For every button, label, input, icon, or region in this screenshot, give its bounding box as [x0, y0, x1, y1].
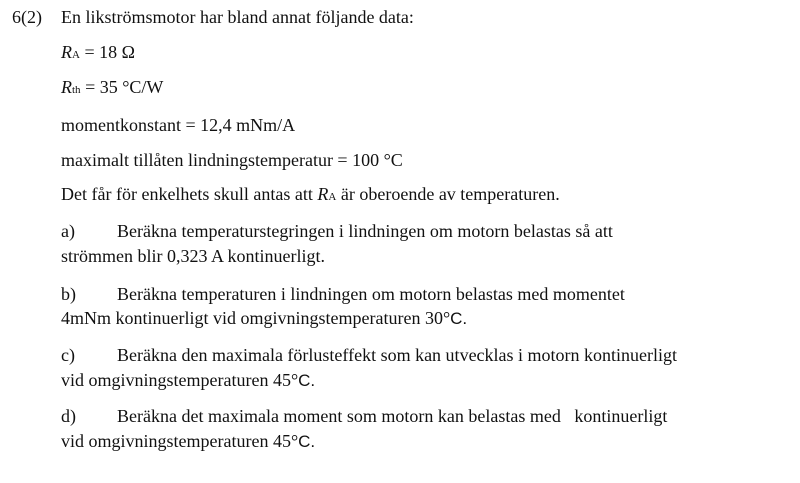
part-c-label: c) — [61, 345, 75, 365]
part-d-text2: vid omgivningstemperaturen 45° — [61, 431, 299, 451]
rth-subscript: th — [72, 84, 81, 96]
part-c-line2 — [61, 369, 315, 392]
part-d-line2 — [61, 430, 315, 453]
part-a-text1: Beräkna temperaturstegringen i lindningen om motorn belastas så att — [117, 221, 613, 241]
part-b-text1: Beräkna temperaturen i lindningen om motorn belastas med momentet — [117, 284, 625, 304]
part-b-label: b) — [61, 284, 76, 304]
ra-symbol: R — [61, 42, 72, 62]
assumption-after: är oberoende av temperaturen. — [336, 184, 560, 204]
part-a-line2 — [61, 245, 325, 267]
rth-value: = 35 °C/W — [80, 77, 164, 97]
ra-subscript: A — [72, 49, 80, 61]
max-temperature-line: maximalt tillåten lindningstemperatur = 100 °C — [61, 150, 403, 170]
part-a-text2: strömmen blir 0,323 A kontinuerligt. — [61, 246, 325, 266]
question-intro: En likströmsmotor har bland annat följande data: — [61, 7, 414, 27]
part-d-text1: Beräkna det maximala moment som motorn kan belastas med kontinuerligt — [117, 406, 668, 426]
part-a-line1 — [61, 220, 613, 242]
part-d-line1 — [61, 405, 667, 427]
rth-symbol: R — [61, 77, 72, 97]
ra-line — [61, 41, 135, 66]
part-b-text2-tail: C. — [450, 309, 468, 328]
assumption-before: Det får för enkelhets skull antas att — [61, 184, 318, 204]
rth-line — [61, 76, 163, 101]
part-b-text2: 4mNm kontinuerligt vid omgivningstemperaturen 30° — [61, 308, 451, 328]
assumption-symbol: R — [317, 184, 329, 204]
assumption-line — [61, 183, 560, 208]
ra-value: = 18 Ω — [79, 42, 135, 62]
moment-constant-line: momentkonstant = 12,4 mNm/A — [61, 115, 296, 135]
part-c-text2-tail: C. — [298, 371, 316, 390]
part-c-text2: vid omgivningstemperaturen 45° — [61, 370, 299, 390]
part-b-line1 — [61, 283, 625, 305]
part-c-text1: Beräkna den maximala förlusteffekt som kan utvecklas i motorn kontinuerligt — [117, 345, 678, 365]
part-c-line1 — [61, 344, 677, 366]
question-number: 6(2) — [12, 7, 42, 27]
part-a-label: a) — [61, 221, 75, 241]
part-d-label: d) — [61, 406, 76, 426]
part-b-line2 — [61, 307, 467, 330]
assumption-subscript: A — [328, 191, 337, 203]
part-d-text2-tail: C. — [298, 432, 316, 451]
